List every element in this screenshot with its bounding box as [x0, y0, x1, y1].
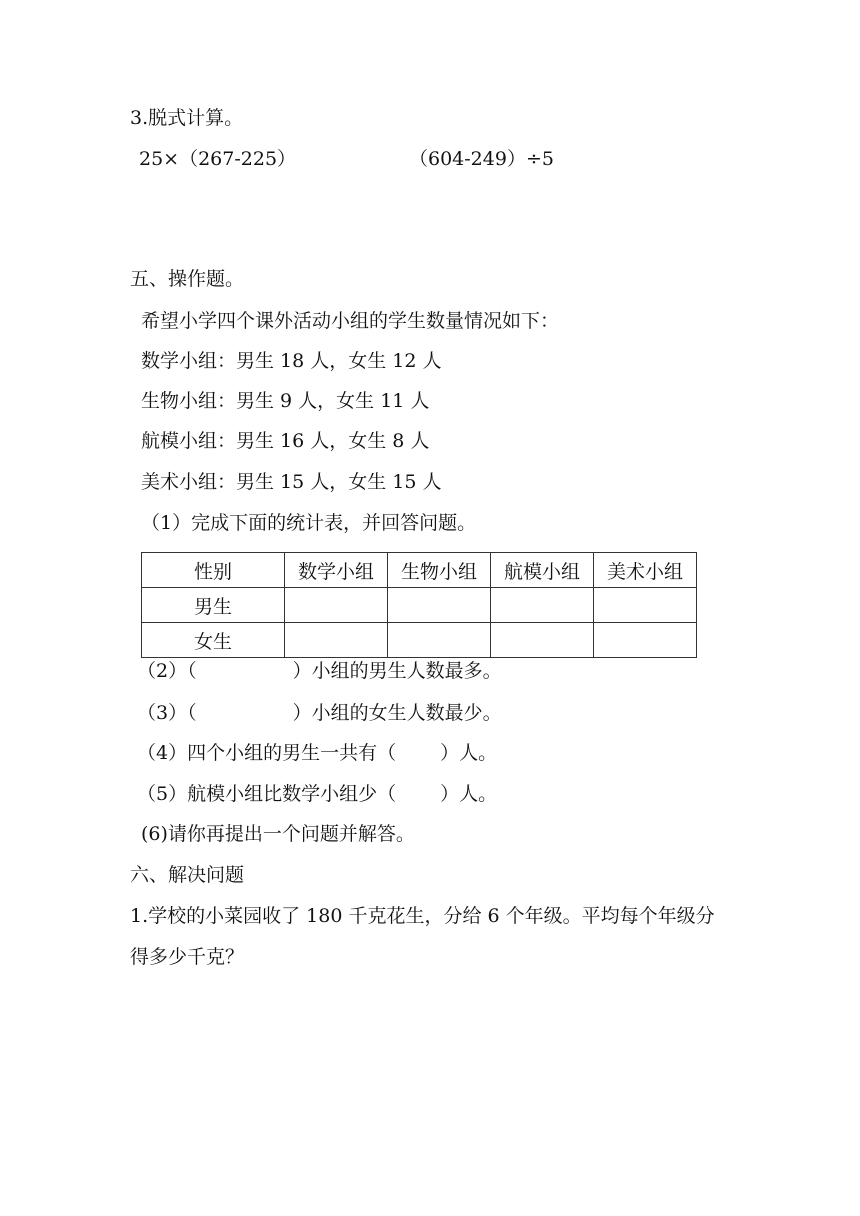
- section-5-intro: 希望小学四个课外活动小组的学生数量情况如下：: [141, 310, 560, 332]
- question-3-suffix: ）小组的女生人数最少。: [292, 702, 502, 724]
- table-row-label: 女生: [142, 623, 285, 658]
- group-info-math: 数学小组：男生 18 人，女生 12 人: [141, 350, 442, 372]
- table-header-cell: 数学小组: [285, 553, 388, 588]
- table-header-cell: 生物小组: [388, 553, 491, 588]
- table-header-row: [142, 553, 697, 588]
- table-header-cell: 航模小组: [491, 553, 594, 588]
- table-blank-cell[interactable]: [491, 588, 594, 623]
- question-2-prefix: （2）（: [137, 660, 197, 682]
- question-3-prefix: （3）（: [137, 702, 197, 724]
- table-header-cell: 美术小组: [594, 553, 697, 588]
- question-1: （1）完成下面的统计表，并回答问题。: [141, 512, 477, 534]
- table-blank-cell[interactable]: [285, 588, 388, 623]
- section-5-heading: 五、操作题。: [130, 268, 245, 290]
- table-blank-cell[interactable]: [594, 623, 697, 658]
- table-blank-cell[interactable]: [388, 588, 491, 623]
- problem-1-line-1: 1.学校的小菜园收了 180 千克花生，分给 6 个年级。平均每个年级分: [130, 905, 715, 927]
- table-blank-cell[interactable]: [491, 623, 594, 658]
- group-info-art: 美术小组：男生 15 人，女生 15 人: [141, 471, 442, 493]
- table-blank-cell[interactable]: [594, 588, 697, 623]
- question-5-prefix: （5）航模小组比数学小组少（: [137, 783, 397, 805]
- expression-2: （604-249）÷5: [409, 148, 554, 170]
- table-row: [142, 588, 697, 623]
- section-3-heading: 3.脱式计算。: [130, 107, 244, 129]
- question-2-suffix: ）小组的男生人数最多。: [292, 660, 502, 682]
- expression-1: 25×（267-225）: [139, 148, 297, 170]
- question-3: [137, 704, 502, 723]
- group-info-aviation: 航模小组：男生 16 人，女生 8 人: [141, 430, 430, 452]
- question-4-suffix: ）人。: [440, 742, 498, 764]
- question-4: [137, 744, 497, 763]
- table-header-cell: 性别: [142, 553, 285, 588]
- table-blank-cell[interactable]: [285, 623, 388, 658]
- group-info-biology: 生物小组：男生 9 人，女生 11 人: [141, 390, 430, 412]
- table-row-label: 男生: [142, 588, 285, 623]
- table-row: [142, 623, 697, 658]
- question-6: (6)请你再提出一个问题并解答。: [141, 823, 415, 845]
- table-blank-cell[interactable]: [388, 623, 491, 658]
- statistics-table: [141, 552, 697, 658]
- section-6-heading: 六、解决问题: [130, 864, 245, 886]
- question-4-prefix: （4）四个小组的男生一共有（: [137, 742, 397, 764]
- question-5-suffix: ）人。: [440, 783, 498, 805]
- question-2: [137, 662, 502, 681]
- question-5: [137, 785, 497, 804]
- problem-1-line-2: 得多少千克？: [130, 946, 245, 968]
